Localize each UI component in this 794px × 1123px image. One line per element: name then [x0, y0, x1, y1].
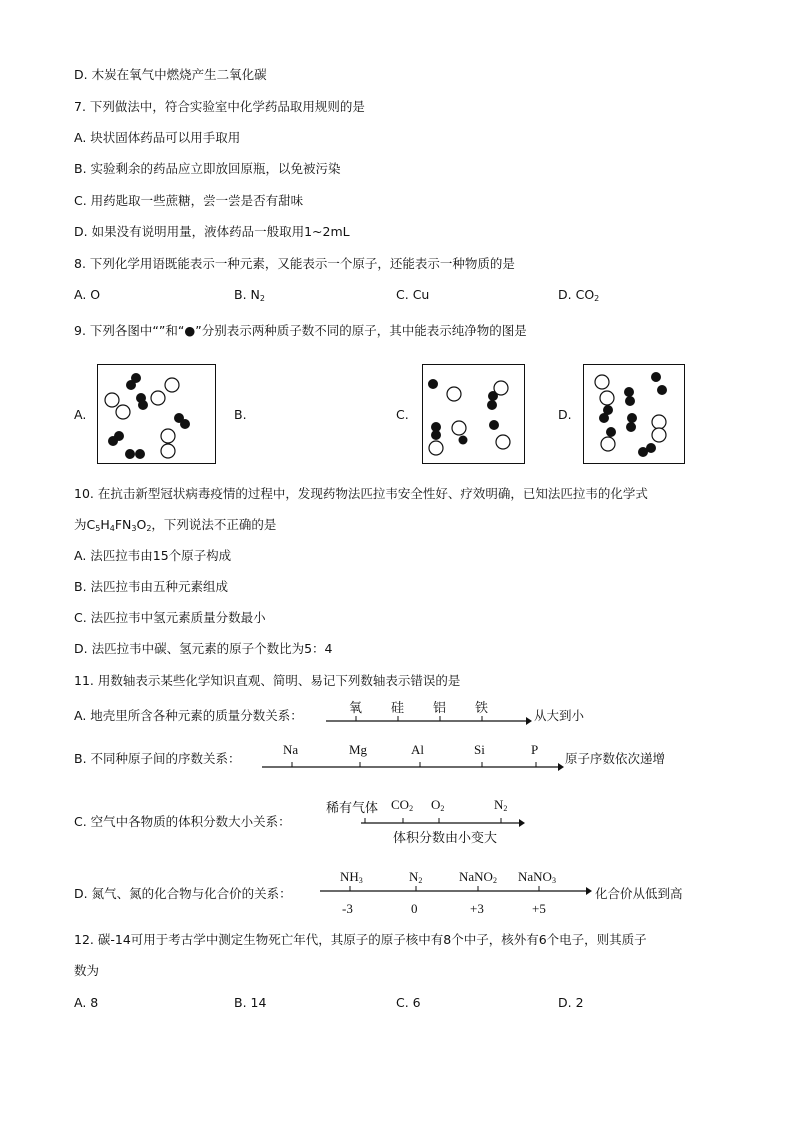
q11-c-tick-3: $O_2$ [431, 797, 445, 813]
q11-a-tick-4: 铁 [475, 701, 489, 716]
q11-d-top-3: NaNO$_2$ [459, 869, 497, 885]
q11-b-tick-2: Mg [349, 742, 368, 757]
q7-option-a: A. 块状固体药品可以用手取用 [74, 130, 241, 145]
q11-c-note: 体积分数由小变大 [393, 831, 498, 846]
q11-d-bottom-3: +3 [470, 901, 484, 916]
q11-d-bottom-1: -3 [342, 901, 353, 916]
q7-option-c: C. 用药匙取一些蔗糖，尝一尝是否有甜味 [74, 193, 304, 208]
q9-option-c-label: C. [396, 407, 409, 422]
q6-option-d: D. 木炭在氧气中燃烧产生二氧化碳 [74, 67, 267, 82]
q9-stem: 9. 下列各图中“”和“●”分别表示两种质子数不同的原子，其中能表示纯净物的图是 [74, 323, 527, 338]
q9-option-b-label: B. [234, 407, 247, 422]
q9-option-d-label: D. [558, 407, 572, 422]
q7-stem: 7. 下列做法中，符合实验室中化学药品取用规则的是 [74, 99, 365, 114]
q10-option-c: C. 法匹拉韦中氢元素质量分数最小 [74, 610, 266, 625]
q9-figure-a [97, 364, 216, 464]
q8-option-d: D. $CO_2$ [558, 287, 600, 303]
q12-option-a: A. 8 [74, 995, 99, 1010]
q11-d-top-4: NaNO$_3$ [518, 869, 556, 885]
q10-option-d: D. 法匹拉韦中碳、氢元素的原子个数比为5：4 [74, 641, 333, 656]
q8-option-b: B. $N_2$ [234, 287, 265, 303]
q12-stem-line2: 数为 [74, 963, 100, 978]
q11-d-top-2: $N_2$ [409, 869, 423, 885]
q12-option-b: B. 14 [234, 995, 267, 1010]
q11-c-tick-1: 稀有气体 [326, 801, 379, 816]
q11-b-tick-4: Si [474, 742, 485, 757]
q11-c-tick-2: $CO_2$ [391, 797, 414, 813]
q11-a-tick-1: 氧 [349, 701, 363, 716]
q8-stem: 8. 下列化学用语既能表示一种元素，又能表示一个原子，还能表示一种物质的是 [74, 256, 515, 271]
q11-option-d-text: D. 氮气、氮的化合物与化合价的关系： [74, 886, 292, 901]
q8-option-a: A. O [74, 287, 101, 302]
q10-stem-line2: 为$C_5H_4FN_3O_2$，下列说法不正确的是 [74, 517, 277, 533]
q9-figure-d [583, 364, 685, 464]
q11-option-c-text: C. 空气中各物质的体积分数大小关系： [74, 814, 291, 829]
q7-option-b: B. 实验剩余的药品应立即放回原瓶，以免被污染 [74, 161, 341, 176]
q11-d-top-1: $NH_3$ [340, 869, 363, 885]
q10-option-b: B. 法匹拉韦由五种元素组成 [74, 579, 229, 594]
q11-b-tick-1: Na [283, 742, 299, 757]
q11-b-note: 原子序数依次递增 [565, 751, 666, 766]
q8-option-c: C. Cu [396, 287, 430, 302]
q9-figure-c [422, 364, 525, 464]
q11-a-tick-3: 铝 [433, 701, 447, 716]
q11-option-b-text: B. 不同种原子间的序数关系： [74, 751, 241, 766]
q11-a-tick-2: 硅 [391, 701, 405, 716]
q12-option-c: C. 6 [396, 995, 421, 1010]
q11-b-tick-3: Al [411, 742, 424, 757]
q11-d-bottom-4: +5 [532, 901, 546, 916]
q11-c-tick-4: $N_2$ [494, 797, 508, 813]
q11-b-tick-5: P [531, 742, 539, 757]
q10-stem-line1: 10. 在抗击新型冠状病毒疫情的过程中，发现药物法匹拉韦安全性好、疗效明确，已知法匹拉韦的化学式 [74, 486, 648, 501]
q11-stem: 11. 用数轴表示某些化学知识直观、简明、易记下列数轴表示错误的是 [74, 673, 461, 688]
q9-option-a-label: A. [74, 407, 87, 422]
q11-option-a-text: A. 地壳里所含各种元素的质量分数关系： [74, 708, 303, 723]
q12-stem-line1: 12. 碳-14可用于考古学中测定生物死亡年代，其原子的原子核中有8个中子，核外有6个电子，则其质子 [74, 932, 647, 947]
q11-a-note: 从大到小 [534, 708, 585, 723]
q7-option-d: D. 如果没有说明用量，液体药品一般取用1~2mL [74, 224, 350, 239]
q11-d-bottom-2: 0 [411, 901, 418, 916]
q12-option-d: D. 2 [558, 995, 584, 1010]
q11-d-note: 化合价从低到高 [595, 886, 683, 901]
q10-option-a: A. 法匹拉韦由15个原子构成 [74, 548, 232, 563]
